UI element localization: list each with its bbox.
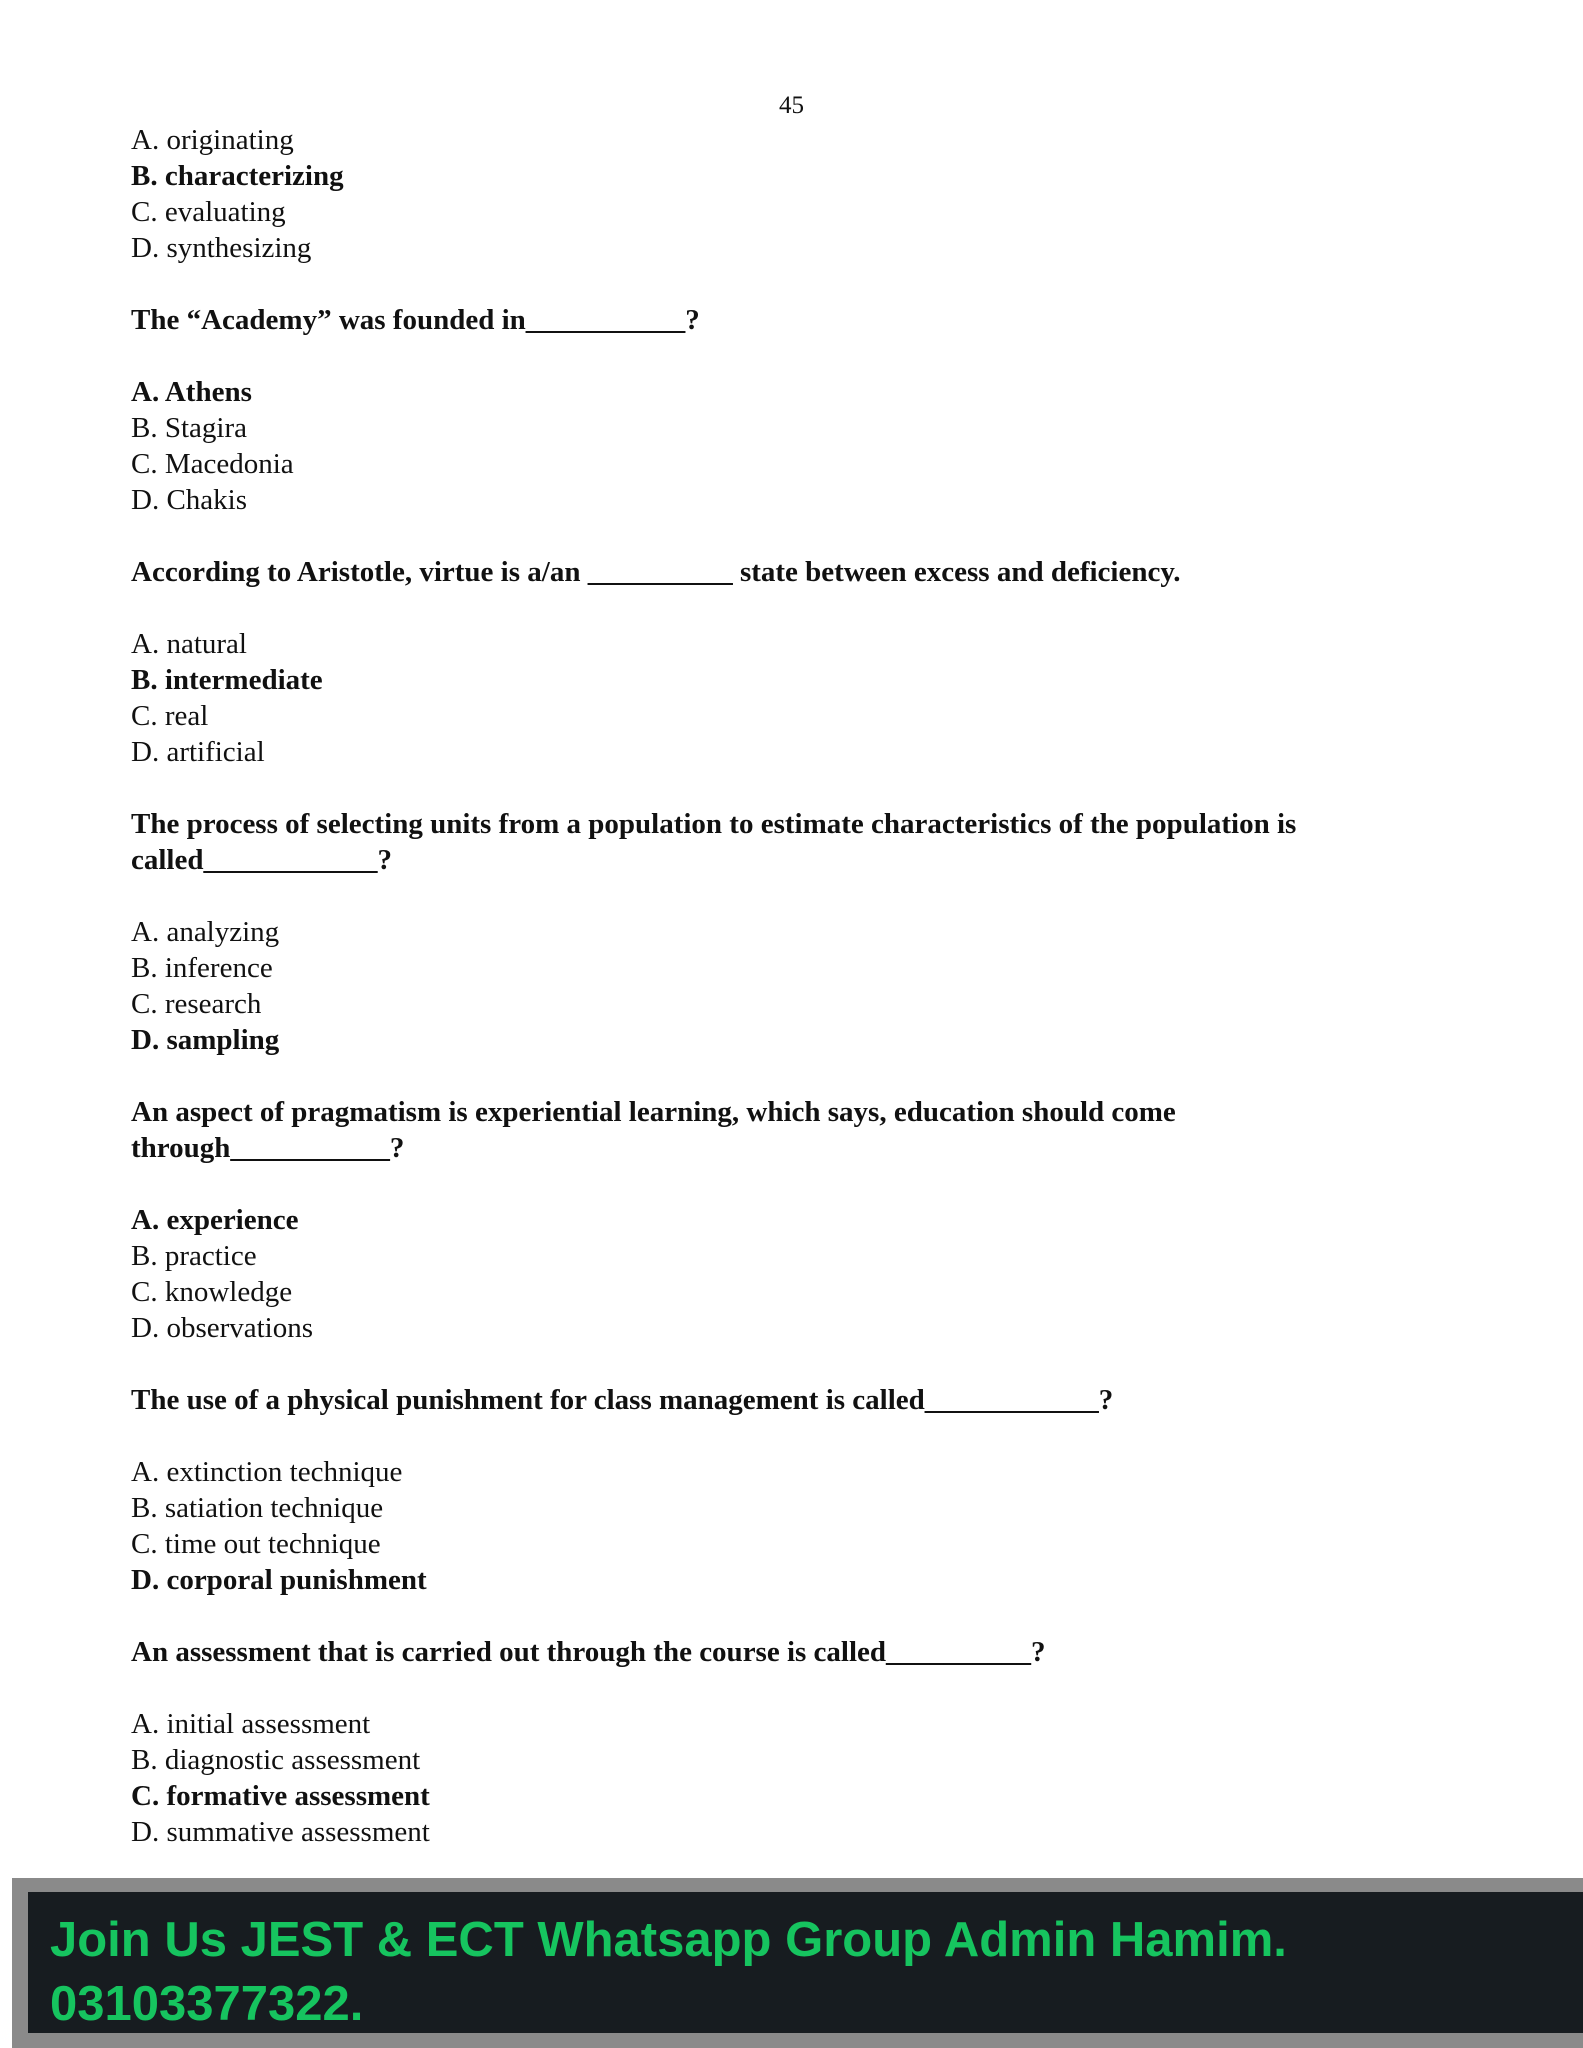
question-block-2 — [131, 554, 1431, 770]
question-block-6 — [131, 1634, 1431, 1850]
option: A. extinction technique — [131, 1456, 403, 1488]
option: B. Stagira — [131, 412, 247, 444]
question-text: An assessment that is carried out through the course is called__________? — [131, 1636, 1046, 1668]
banner-panel — [28, 1892, 1583, 2033]
option: A. analyzing — [131, 916, 280, 948]
option: A. originating — [131, 124, 294, 156]
option-correct: D. corporal punishment — [131, 1564, 427, 1596]
option-correct: A. Athens — [131, 376, 252, 408]
option: D. Chakis — [131, 484, 247, 516]
whatsapp-banner — [12, 1878, 1583, 2048]
option-correct: A. experience — [131, 1204, 299, 1236]
option: A. natural — [131, 628, 247, 660]
banner-phone: 03103377322. — [50, 1977, 364, 2031]
option: D. artificial — [131, 736, 265, 768]
option: D. summative assessment — [131, 1816, 430, 1848]
question-text: The use of a physical punishment for class management is called____________? — [131, 1384, 1114, 1416]
question-block-5 — [131, 1382, 1431, 1598]
page-number: 45 — [779, 92, 804, 119]
option: C. knowledge — [131, 1276, 293, 1308]
option: C. research — [131, 988, 262, 1020]
option: D. observations — [131, 1312, 314, 1344]
question-block-1 — [131, 302, 1431, 518]
option: D. synthesizing — [131, 232, 312, 264]
option: B. practice — [131, 1240, 257, 1272]
option: C. evaluating — [131, 196, 286, 228]
question-block-4 — [131, 1094, 1431, 1346]
question-text: An aspect of pragmatism is experiential learning, which says, education should come through___________? — [131, 1096, 1176, 1164]
option-correct: C. formative assessment — [131, 1780, 430, 1812]
option-correct: B. characterizing — [131, 160, 344, 192]
question-block-3 — [131, 806, 1431, 1058]
option-correct: B. intermediate — [131, 664, 323, 696]
option: B. inference — [131, 952, 273, 984]
option-correct: D. sampling — [131, 1024, 280, 1056]
banner-line-1: Join Us JEST & ECT Whatsapp Group Admin Hamim. — [50, 1913, 1287, 1967]
question-text: The process of selecting units from a population to estimate characteristics of the population is called____________? — [131, 808, 1297, 876]
question-text: According to Aristotle, virtue is a/an __________ state between excess and deficiency. — [131, 556, 1181, 588]
leading-options — [131, 122, 1431, 266]
option: A. initial assessment — [131, 1708, 371, 1740]
option: C. real — [131, 700, 209, 732]
document-body — [131, 122, 1431, 1850]
option: C. Macedonia — [131, 448, 294, 480]
option: C. time out technique — [131, 1528, 381, 1560]
question-text: The “Academy” was founded in___________? — [131, 304, 700, 336]
option: B. satiation technique — [131, 1492, 384, 1524]
option: B. diagnostic assessment — [131, 1744, 421, 1776]
